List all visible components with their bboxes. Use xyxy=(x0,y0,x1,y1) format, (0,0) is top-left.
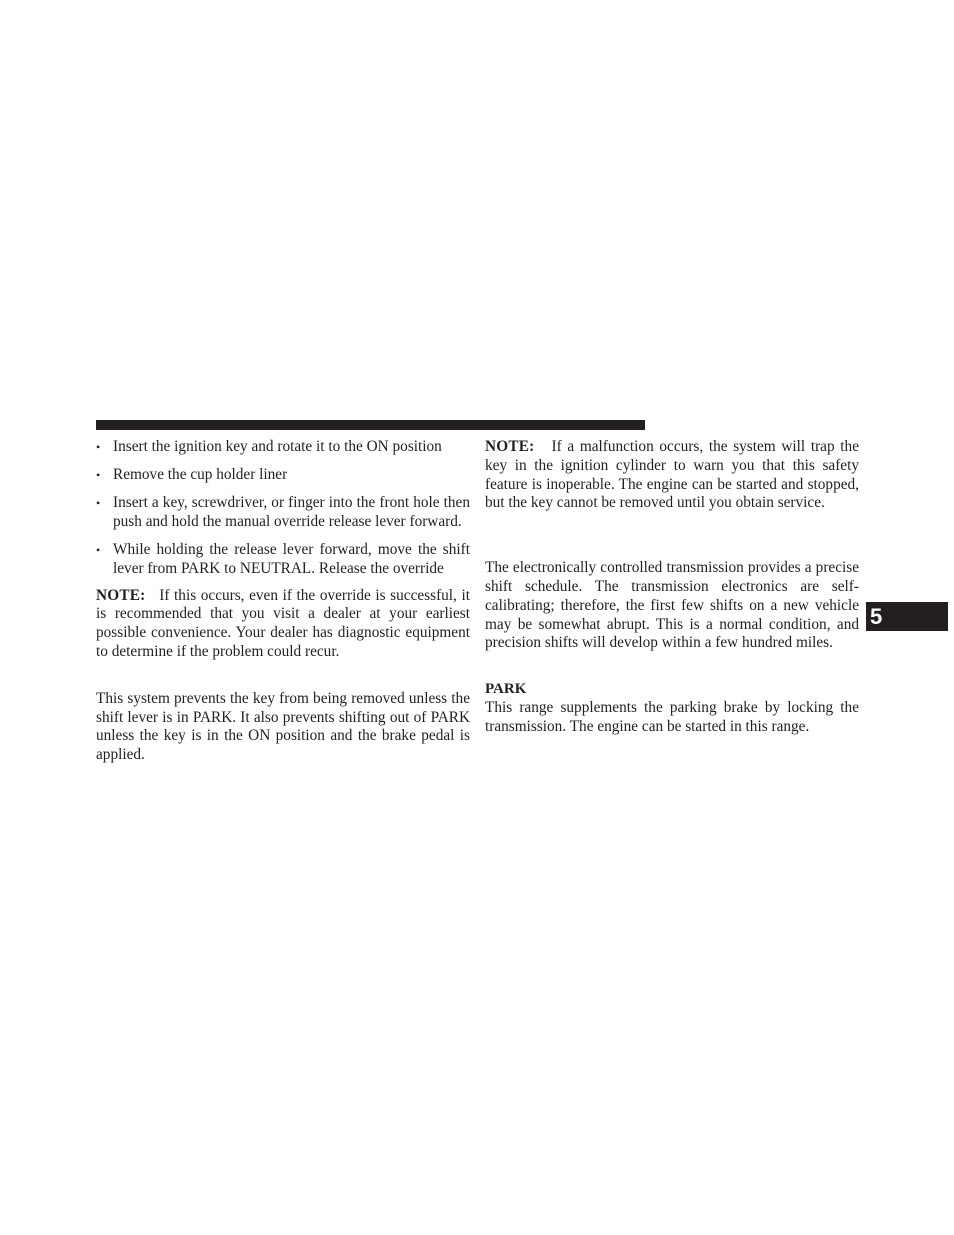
section-gap xyxy=(485,513,859,559)
list-item-text: Remove the cup holder liner xyxy=(113,466,288,484)
list-item xyxy=(96,466,470,485)
list-item xyxy=(96,494,470,532)
section-header-rule xyxy=(96,420,645,430)
left-column xyxy=(96,438,470,765)
section-tab-marker: 5 xyxy=(866,602,948,631)
park-heading: PARK xyxy=(485,681,527,698)
malfunction-note xyxy=(485,438,859,513)
bullet-icon: • xyxy=(96,496,101,511)
override-note xyxy=(96,587,470,662)
list-item-text: Insert the ignition key and rotate it to the ON position xyxy=(113,438,442,455)
list-item xyxy=(96,541,470,579)
section-gap xyxy=(485,653,859,680)
list-item xyxy=(96,438,470,457)
transmission-description: The electronically controlled transmission provides a precise shift schedule. The transmission electronics are self-calibrating; therefore, the first few shifts on a new vehicle may be somewhat abrupt. This is a normal condition, and precision shifts will develop within a few hundred miles. xyxy=(485,559,859,652)
list-item-text: While holding the release lever forward, move the shift lever from PARK to NEUTRAL. Release the override xyxy=(113,541,470,577)
interlock-description: This system prevents the key from being removed unless the shift lever is in PARK. It also prevents shifting out of PARK unless the key is in the ON position and the brake pedal is applied. xyxy=(96,689,470,764)
bullet-icon: • xyxy=(96,543,101,558)
section-gap xyxy=(96,662,470,690)
override-steps-list xyxy=(96,438,470,579)
note-label: NOTE: xyxy=(485,438,535,455)
bullet-icon: • xyxy=(96,468,101,483)
note-text: If this occurs, even if the override is successful, it is recommended that you visit a dealer at your earliest possible convenience. Your dealer has diagnostic equipment to determine if the problem could recur. xyxy=(96,586,470,661)
list-item-text: Insert a key, screwdriver, or finger into the front hole then push and hold the manual override release lever forward. xyxy=(113,494,470,530)
note-text: If a malfunction occurs, the system will trap the key in the ignition cylinder to warn you that this safety feature is inoperable. The engine can be started and stopped, but the key cannot be removed until you obtain service. xyxy=(485,438,859,512)
right-column xyxy=(485,438,859,737)
note-label: NOTE: xyxy=(96,586,146,604)
bullet-icon: • xyxy=(96,440,101,454)
park-description: This range supplements the parking brake by locking the transmission. The engine can be started in this range. xyxy=(485,698,859,735)
